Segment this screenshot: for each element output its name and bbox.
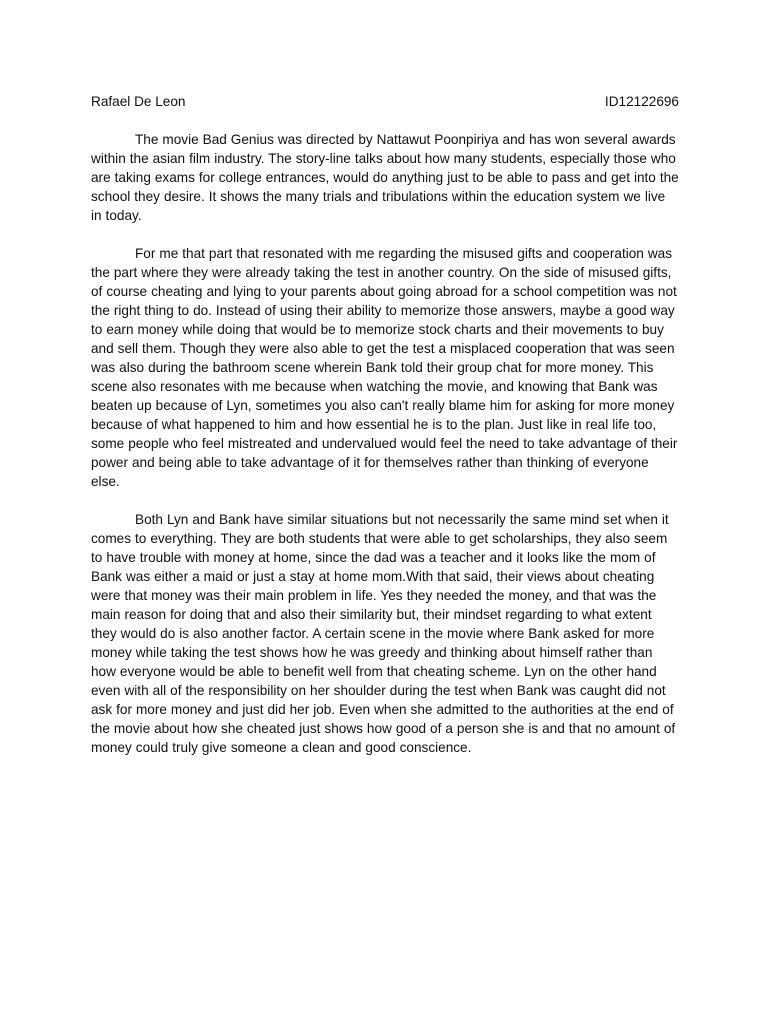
paragraph-misused-gifts: For me that part that resonated with me regarding the misused gifts and cooperation was the part where they were already taking the test in another country. On the side of misused gifts, of course cheating and lying to your parents about going abroad for a school competition was not the right thing to do. Instead of using their ability to memorize those answers, maybe a good way to earn money while doing that would be to memorize stock charts and their movements to buy and sell them. Though they were also able to get the test a misplaced cooperation that was seen was also during the bathroom scene wherein Bank told their group chat for more money. This scene also resonates with me because when watching the movie, and knowing that Bank was beaten up because of Lyn, sometimes you also can't really blame him for asking for more money because of what happened to him and how essential he is to the plan. Just like in real life too, some people who feel mistreated and undervalued would feel the need to take advantage of their power and being able to take advantage of it for themselves rather than thinking of everyone else.: [91, 246, 678, 489]
author-name: Rafael De Leon: [91, 94, 186, 109]
paragraph-lyn-and-bank: Both Lyn and Bank have similar situations but not necessarily the same mind set when it comes to everything. They are both students that were able to get scholarships, they also seem to have trouble with money at home, since the dad was a teacher and it looks like the mom of Bank was either a maid or just a stay at home mom.With that said, their views about cheating were that money was their main problem in life. Yes they needed the money, and that was the main reason for doing that and also their similarity but, their mindset regarding to what extent they would do is also another factor. A certain scene in the movie where Bank asked for more money while taking the test shows how he was greedy and thinking about himself rather than how everyone would be able to benefit well from that cheating scheme. Lyn on the other hand even with all of the responsibility on her shoulder during the test when Bank was caught did not ask for more money and just did her job. Even when she admitted to the authorities at the end of the movie about how she cheated just shows how good of a person she is and that no amount of money could truly give someone a clean and good conscience.: [91, 512, 676, 755]
document-header: [91, 92, 679, 111]
student-id: ID12122696: [604, 94, 679, 109]
paragraph-intro: The movie Bad Genius was directed by Nattawut Poonpiriya and has won several awards within the asian film industry. The story-line talks about how many students, especially those who are taking exams for college entrances, would do anything just to be able to pass and get into the school they desire. It shows the many trials and tribulations within the education system we live in today.: [91, 132, 679, 223]
document-body: [91, 92, 679, 757]
